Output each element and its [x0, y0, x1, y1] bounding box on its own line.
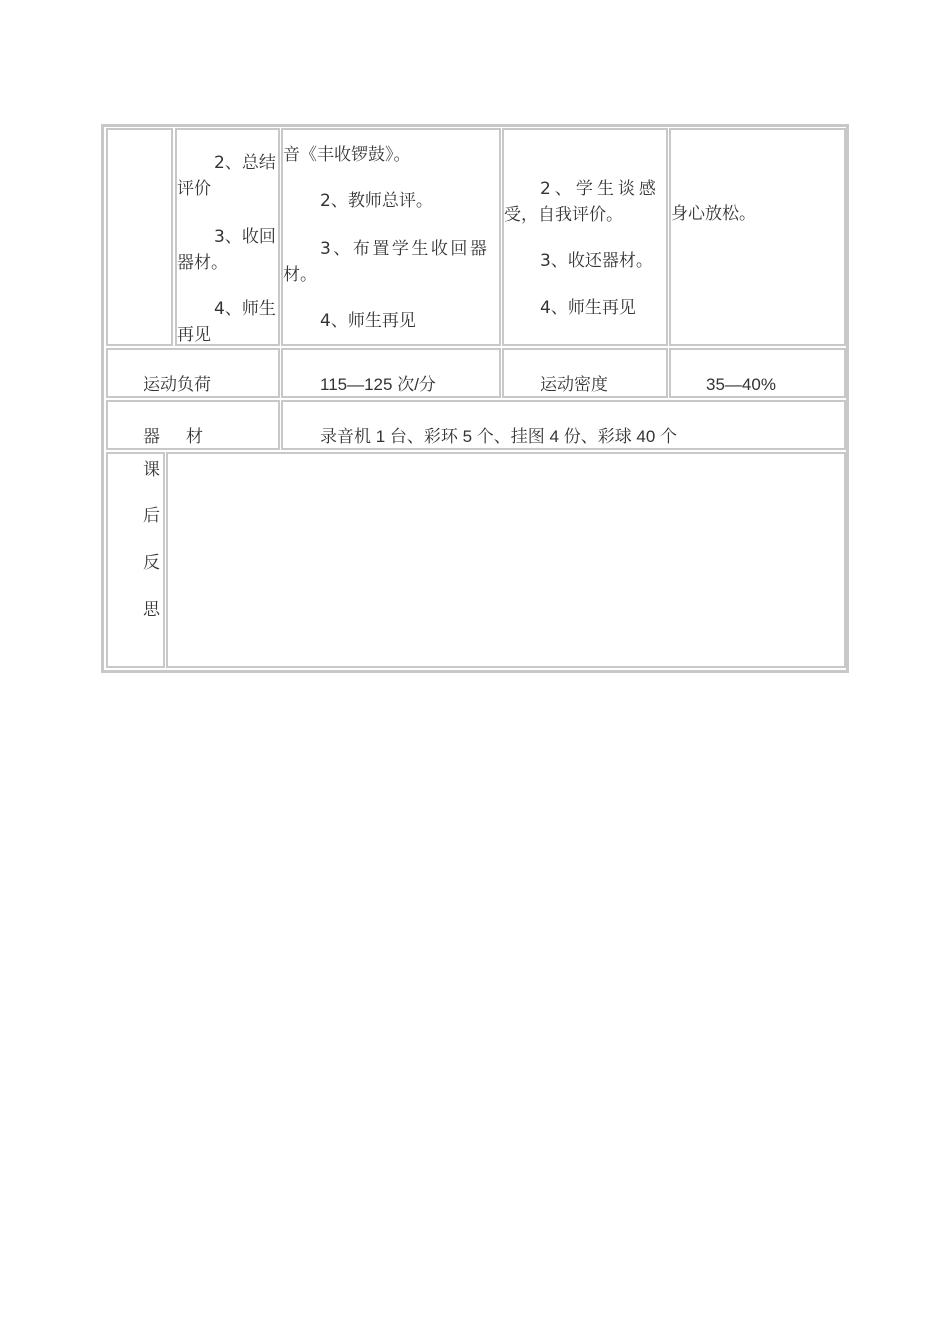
collect-text-cont: 器材。: [177, 253, 228, 273]
relax-text: 身心放松。: [671, 204, 756, 224]
music-text: 音《丰收锣鼓》。: [283, 145, 411, 165]
collect-text: 3、收回: [214, 227, 276, 247]
teacher-review-text: 2、教师总评。: [320, 191, 433, 211]
summary-text-cont: 评价: [177, 179, 211, 199]
reflection-char-4: 思: [143, 600, 160, 620]
assign-collect-text-cont: 材。: [283, 265, 317, 285]
return-equipment-text: 3、收还器材。: [540, 251, 653, 271]
reflection-char-2: 后: [143, 506, 160, 526]
row4-content-cell: [166, 452, 846, 668]
exercise-load-value: 115—125 次/分: [320, 375, 436, 394]
student-feedback-text: 2、学生谈感: [540, 179, 660, 199]
goodbye-text: 4、师生: [214, 299, 276, 319]
equipment-label-a: 器: [143, 427, 160, 447]
reflection-char-3: 反: [143, 553, 160, 573]
equipment-label-b: 材: [186, 427, 203, 447]
goodbye-text-cont: 再见: [177, 325, 211, 345]
row1-col1-cell: [106, 128, 173, 346]
reflection-char-1: 课: [143, 460, 160, 480]
summary-text: 2、总结: [214, 153, 276, 173]
exercise-density-label: 运动密度: [540, 375, 608, 395]
exercise-density-value: 35—40%: [706, 375, 776, 394]
assign-collect-text: 3、布置学生收回器: [320, 239, 490, 259]
teacher-goodbye-text: 4、师生再见: [320, 311, 416, 331]
exercise-load-label: 运动负荷: [143, 375, 211, 395]
equipment-value: 录音机 1 台、彩环 5 个、挂图 4 份、彩球 40 个: [320, 427, 678, 446]
student-goodbye-text: 4、师生再见: [540, 298, 636, 318]
student-feedback-text-cont: 受，自我评价。: [504, 205, 623, 225]
row1-col5-cell: [669, 128, 846, 346]
